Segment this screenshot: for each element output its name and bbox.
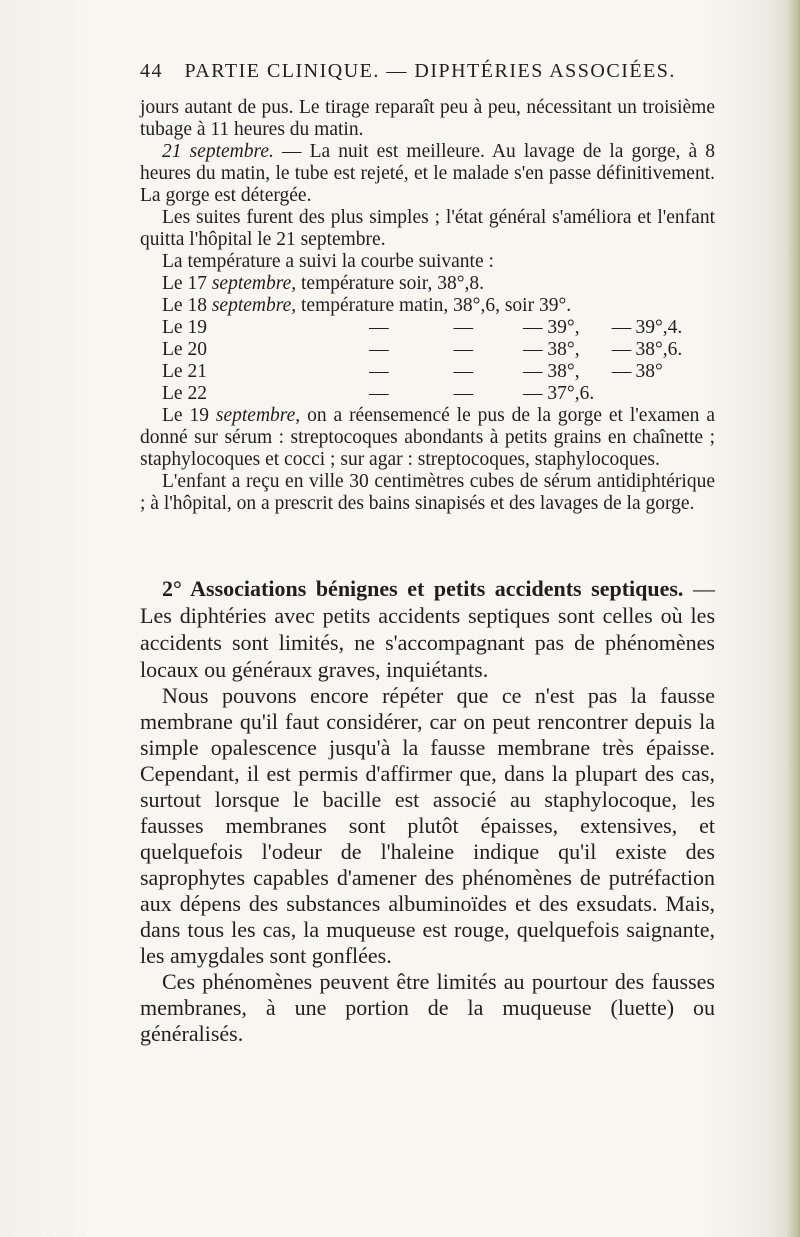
- case-paragraph-5: [140, 405, 715, 471]
- section-paragraph-2: Ces phénomènes peuvent être limités au pourtour des fausses membranes, à une portion de la muqueuse (luette) ou généralisés.: [140, 969, 715, 1046]
- case-paragraph-6: L'enfant a reçu en ville 30 centimètres cubes de sérum antidiphtérique ; à l'hôpital, on a prescrit des bains sinapisés et des lavages de la gorge.: [140, 471, 715, 514]
- ditto-mark: —: [369, 383, 389, 404]
- morning-temp: — 39°,: [523, 317, 580, 338]
- evening-temp: [635, 383, 715, 405]
- temperature-row-19: [140, 317, 715, 339]
- page-number: 44: [140, 60, 163, 82]
- running-title: PARTIE CLINIQUE. — DIPHTÉRIES ASSOCIÉES.: [184, 60, 676, 82]
- temp-values: température matin, 38°,6, soir 39°.: [296, 295, 572, 316]
- date-label: 21 septembre.: [162, 141, 274, 162]
- temp-values: température soir, 38°,8.: [296, 273, 485, 294]
- temp-date: Le 20: [162, 339, 207, 360]
- ditto-mark: —: [453, 339, 474, 360]
- ditto-mark: —: [369, 339, 389, 360]
- temp-month: septembre,: [211, 295, 297, 316]
- case-paragraph-5-text: on a réensemencé le pus de la gorge et l'examen a donné sur sérum : streptocoques abondants à petits grains en chaînette ; staphylocoques et cocci ; sur agar : streptocoques, staphylocoques.: [140, 405, 715, 470]
- section-body: [140, 683, 715, 1047]
- section-title: 2° Associations bénignes et petits accidents septiques.: [162, 576, 684, 601]
- evening-temp: 39°,4.: [635, 317, 683, 338]
- temperature-row-17: [140, 273, 715, 295]
- temperature-list: [140, 273, 715, 405]
- temperature-row-22: [140, 383, 715, 405]
- running-header: [140, 60, 700, 83]
- ditto-mark: —: [369, 317, 389, 338]
- case-report: [140, 97, 715, 515]
- morning-temp: — 37°,6.: [523, 383, 595, 404]
- temp-date: Le 17: [162, 273, 212, 294]
- ditto-mark: —: [611, 317, 632, 338]
- date-label: septembre,: [215, 405, 301, 426]
- evening-temp: 38°: [635, 361, 663, 382]
- section-paragraph-1: Nous pouvons encore répéter que ce n'est pas la fausse membrane qu'il faut considérer, car on peut rencontrer depuis la simple opalescence jusqu'à la fausse membrane très épaisse. Cependant, il est permis d'affirmer que, dans la plupart des cas, surtout lorsque le bacille est associé au staphylocoque, les fausses membranes sont plutôt épaisses, extensives, et quelquefois l'odeur de l'haleine indique qu'il existe des saprophytes capables d'amener des phénomènes de putréfaction aux dépens des substances albuminoïdes et des exsudats. Mais, dans tous les cas, la muqueuse est rouge, quelquefois saignante, les amygdales sont gonflées.: [140, 683, 715, 968]
- case-paragraph-2: [140, 141, 715, 207]
- section-heading-paragraph: [140, 575, 715, 683]
- ditto-mark: —: [453, 317, 474, 338]
- case-paragraph-2-text: — La nuit est meilleure. Au lavage de la gorge, à 8 heures du matin, le tube est rejeté, et le malade s'en passe définitivement. La gorge est détergée.: [140, 141, 715, 206]
- temperature-row-18: [140, 295, 715, 317]
- temp-date: Le 19: [162, 317, 207, 338]
- temp-date: Le 22: [162, 383, 207, 404]
- case-paragraph-3: Les suites furent des plus simples ; l'état général s'améliora et l'enfant quitta l'hôpital le 21 septembre.: [140, 207, 715, 250]
- case-paragraph-1: jours autant de pus. Le tirage reparaît peu à peu, nécessitant un troisième tubage à 11 heures du matin.: [140, 97, 715, 140]
- case-paragraph-4: La température a suivi la courbe suivante :: [162, 251, 494, 272]
- section-heading: [140, 575, 715, 683]
- temperature-row-20: [140, 339, 715, 361]
- temp-date: Le 21: [162, 361, 207, 382]
- temp-month: septembre,: [211, 273, 297, 294]
- ditto-mark: —: [369, 361, 389, 382]
- evening-temp: 38°,6.: [635, 339, 683, 360]
- ditto-mark: —: [453, 383, 474, 404]
- ditto-mark: —: [453, 361, 474, 382]
- temp-date: Le 18: [162, 295, 212, 316]
- temperature-row-21: [140, 361, 715, 383]
- case-paragraph-5-start: Le 19: [162, 405, 216, 426]
- ditto-mark: —: [611, 361, 632, 382]
- ditto-mark: [608, 383, 636, 405]
- page-edge: [786, 0, 800, 1237]
- section-intro: — Les diphtéries avec petits accidents septiques sont celles où les accidents sont limités, ne s'accompagnant pas de phénomènes locaux ou généraux graves, inquiétants.: [140, 576, 715, 682]
- ditto-mark: —: [611, 339, 632, 360]
- morning-temp: — 38°,: [523, 361, 580, 382]
- morning-temp: — 38°,: [523, 339, 580, 360]
